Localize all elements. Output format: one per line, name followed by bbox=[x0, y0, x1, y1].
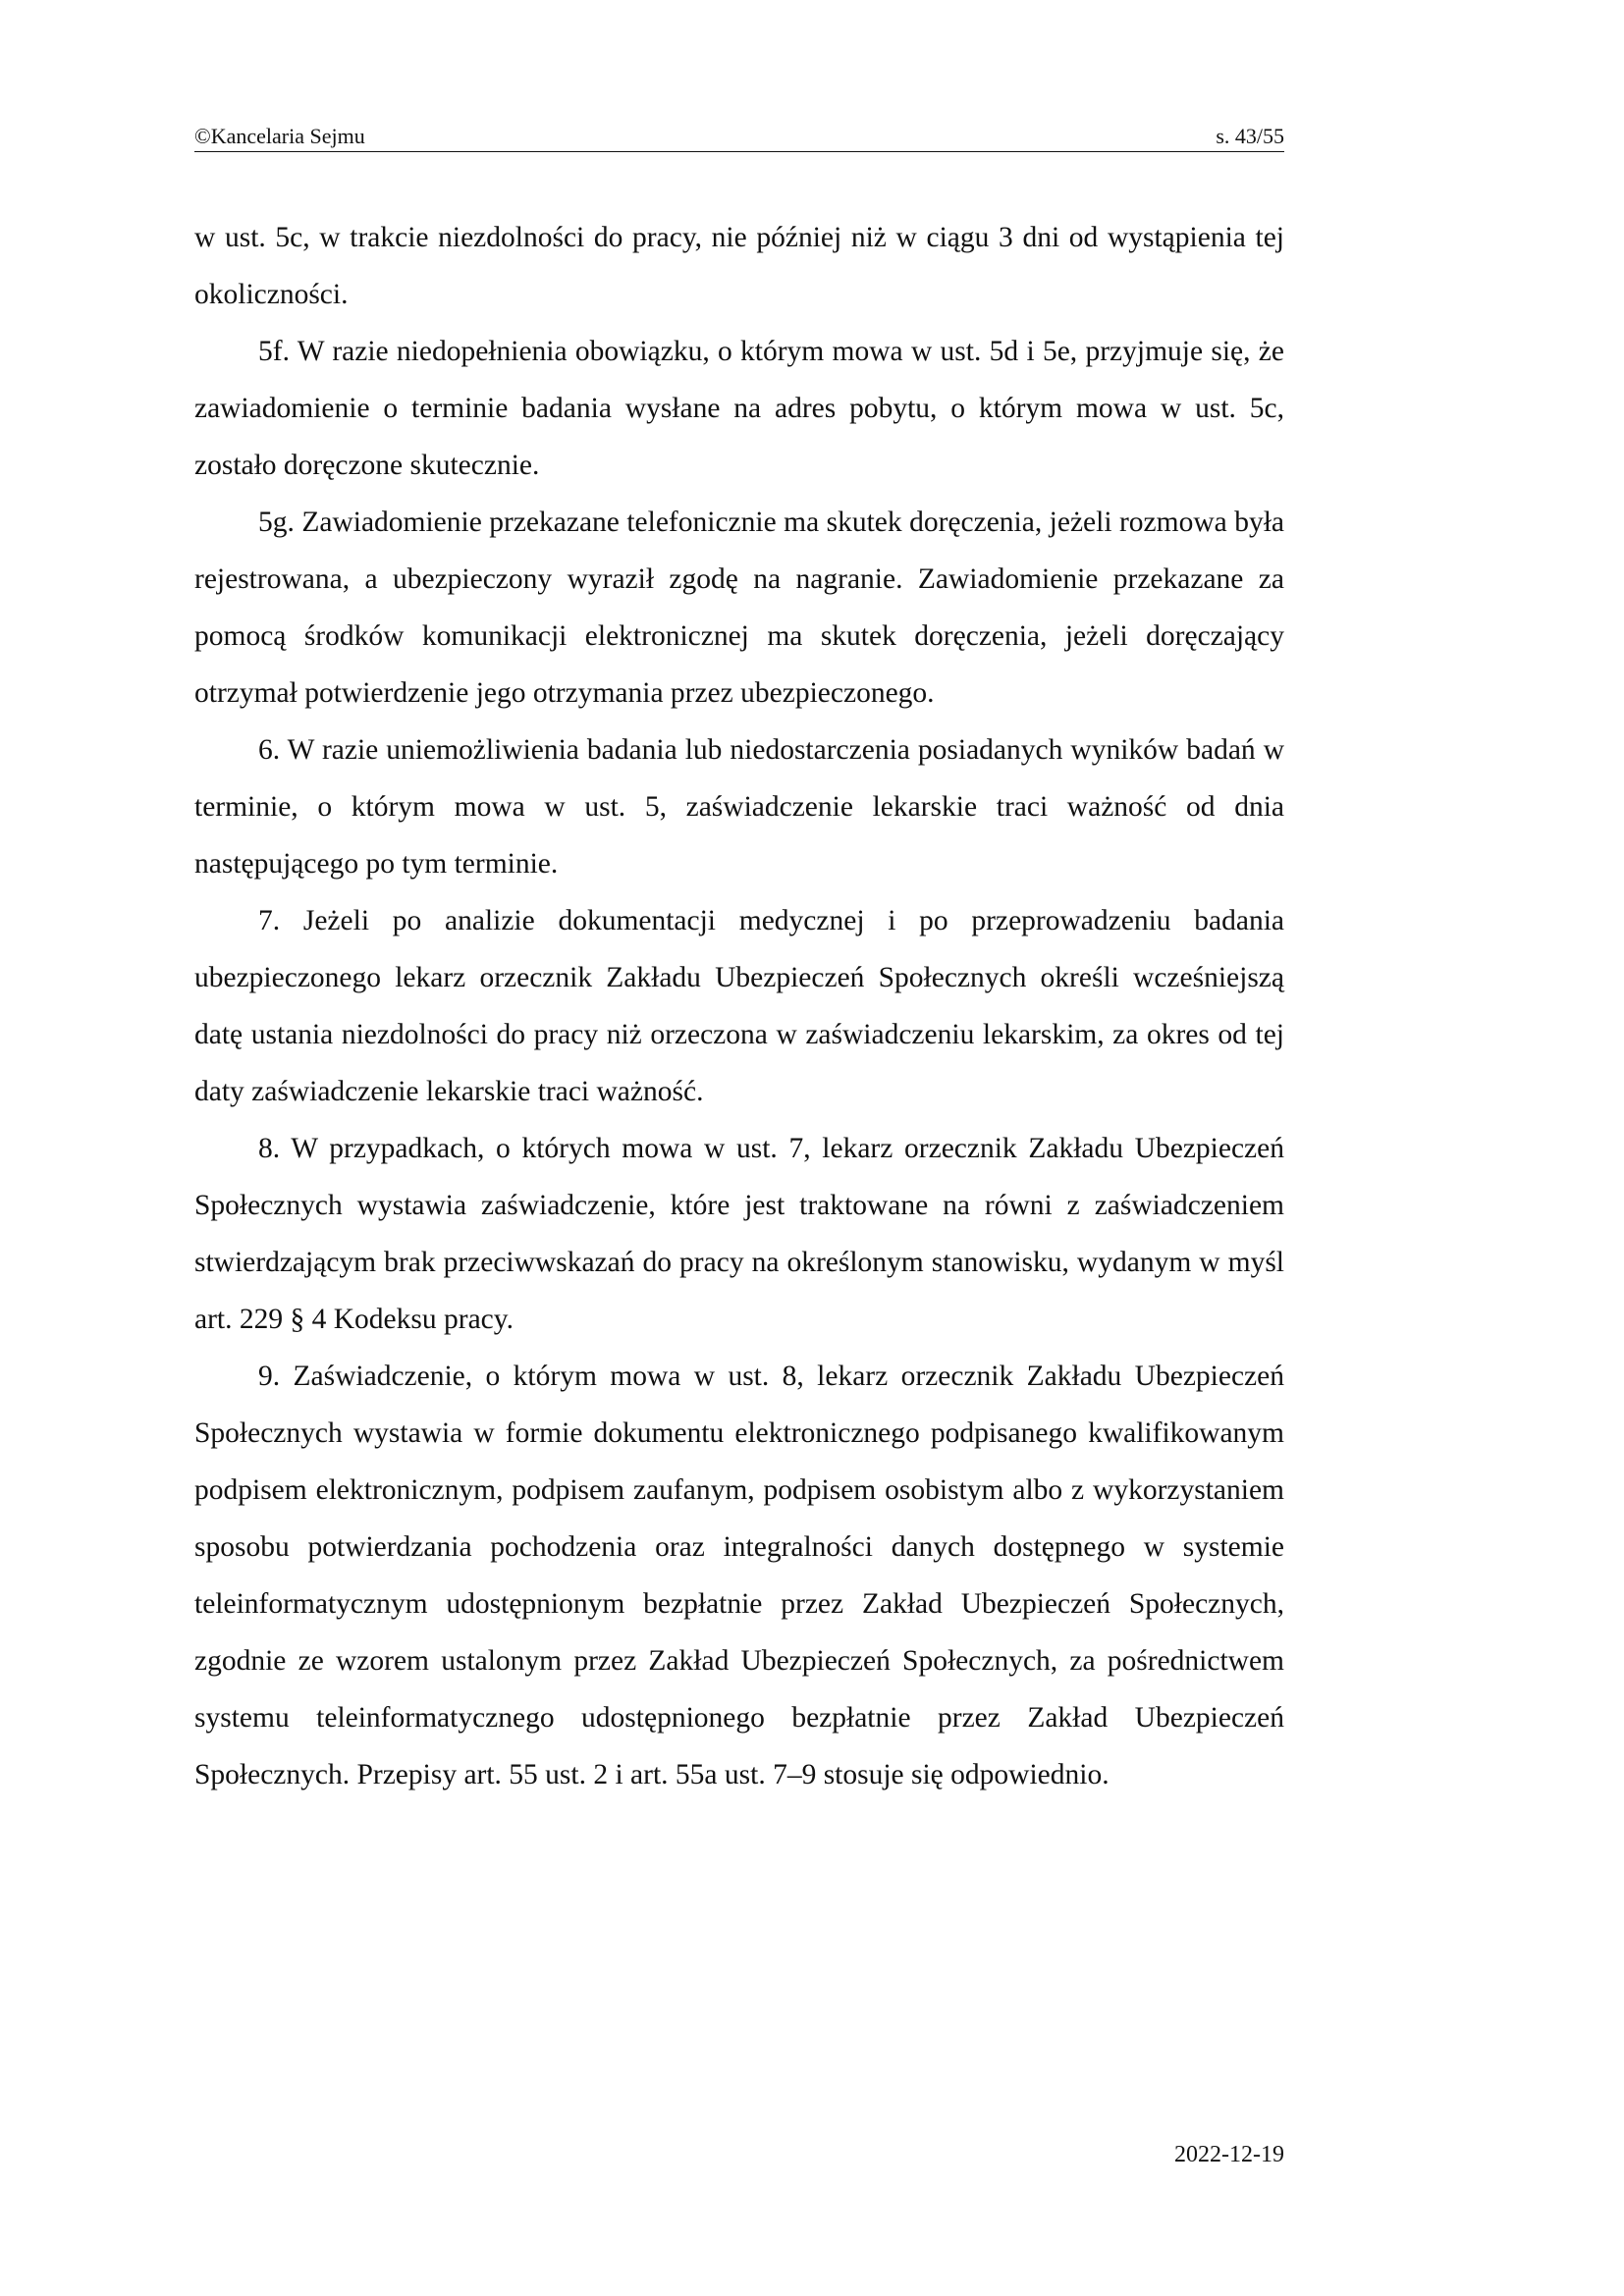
paragraph-continuation: w ust. 5c, w trakcie niezdolności do pracy, nie później niż w ciągu 3 dni od wystąpienia tej okoliczności. bbox=[194, 222, 1284, 310]
document-body bbox=[194, 209, 1284, 1803]
paragraph-7: 7. Jeżeli po analizie dokumentacji medycznej i po przeprowadzeniu badania ubezpieczonego lekarz orzecznik Zakładu Ubezpieczeń Społecznych określi wcześniejszą datę ustania niezdolności do pracy niż orzeczona w zaświadczeniu lekarskim, za okres od tej daty zaświadczenie lekarskie traci ważność. bbox=[194, 905, 1284, 1107]
page-header bbox=[194, 126, 1284, 152]
footer-date: 2022-12-19 bbox=[1174, 2142, 1284, 2167]
paragraph-5f: 5f. W razie niedopełnienia obowiązku, o którym mowa w ust. 5d i 5e, przyjmuje się, że zawiadomienie o terminie badania wysłane na adres pobytu, o którym mowa w ust. 5c, zostało doręczone skutecznie. bbox=[194, 336, 1284, 481]
header-publisher: ©Kancelaria Sejmu bbox=[194, 124, 365, 148]
header-page-number: s. 43/55 bbox=[1216, 124, 1284, 148]
paragraph-5g: 5g. Zawiadomienie przekazane telefonicznie ma skutek doręczenia, jeżeli rozmowa była rejestrowana, a ubezpieczony wyraził zgodę na nagranie. Zawiadomienie przekazane za pomocą środków komunikacji elektronicznej ma skutek doręczenia, jeżeli doręczający otrzymał potwierdzenie jego otrzymania przez ubezpieczonego. bbox=[194, 507, 1284, 709]
paragraph-8: 8. W przypadkach, o których mowa w ust. 7, lekarz orzecznik Zakładu Ubezpieczeń Społecznych wystawia zaświadczenie, które jest traktowane na równi z zaświadczeniem stwierdzającym brak przeciwwskazań do pracy na określonym stanowisku, wydanym w myśl art. 229 § 4 Kodeksu pracy. bbox=[194, 1133, 1284, 1335]
paragraph-9: 9. Zaświadczenie, o którym mowa w ust. 8, lekarz orzecznik Zakładu Ubezpieczeń Społecznych wystawia w formie dokumentu elektronicznego podpisanego kwalifikowanym podpisem elektronicznym, podpisem zaufanym, podpisem osobistym albo z wykorzystaniem sposobu potwierdzania pochodzenia oraz integralności danych dostępnego w systemie teleinformatycznym udostępnionym bezpłatnie przez Zakład Ubezpieczeń Społecznych, zgodnie ze wzorem ustalonym przez Zakład Ubezpieczeń Społecznych, za pośrednictwem systemu teleinformatycznego udostępnionego bezpłatnie przez Zakład Ubezpieczeń Społecznych. Przepisy art. 55 ust. 2 i art. 55a ust. 7–9 stosuje się odpowiednio. bbox=[194, 1361, 1284, 1790]
paragraph-6: 6. W razie uniemożliwienia badania lub niedostarczenia posiadanych wyników badań w terminie, o którym mowa w ust. 5, zaświadczenie lekarskie traci ważność od dnia następującego po tym terminie. bbox=[194, 734, 1284, 880]
